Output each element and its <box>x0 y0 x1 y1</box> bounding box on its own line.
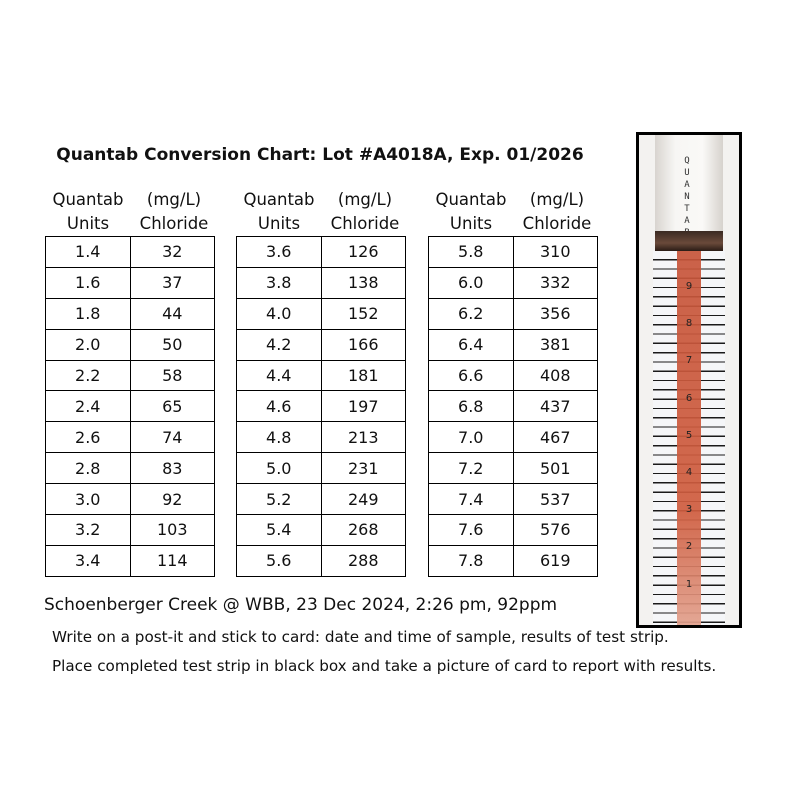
quantab-units-cell: 6.4 <box>429 329 514 360</box>
quantab-units-cell: 4.0 <box>237 298 322 329</box>
quantab-units-cell: 6.2 <box>429 298 514 329</box>
table-row <box>237 453 406 484</box>
chloride-cell: 332 <box>513 267 598 298</box>
conversion-table-1 <box>45 188 217 577</box>
table-row <box>46 453 215 484</box>
quantab-units-cell: 2.6 <box>46 422 131 453</box>
header-units-bottom: Units <box>66 214 110 233</box>
scale-label: 5 <box>685 429 693 441</box>
table-row <box>429 267 598 298</box>
chloride-cell: 268 <box>321 515 406 546</box>
quantab-units-cell: 1.4 <box>46 237 131 268</box>
quantab-units-cell: 3.8 <box>237 267 322 298</box>
chloride-cell: 197 <box>321 391 406 422</box>
strip-band <box>655 231 723 251</box>
quantab-units-cell: 5.2 <box>237 484 322 515</box>
table-header <box>428 188 600 236</box>
quantab-units-cell: 2.0 <box>46 329 131 360</box>
table-row <box>46 391 215 422</box>
table-row <box>237 545 406 576</box>
conversion-table-2 <box>236 188 408 577</box>
table-row <box>237 298 406 329</box>
header-chloride <box>131 188 217 236</box>
test-strip-photo <box>636 132 742 628</box>
chloride-cell: 288 <box>321 545 406 576</box>
table-row <box>237 329 406 360</box>
table-row <box>46 329 215 360</box>
header-chloride-bottom: Chloride <box>139 214 209 233</box>
quantab-units-cell: 6.8 <box>429 391 514 422</box>
chloride-cell: 576 <box>513 515 598 546</box>
chloride-cell: 166 <box>321 329 406 360</box>
quantab-units-cell: 4.4 <box>237 360 322 391</box>
chloride-cell: 437 <box>513 391 598 422</box>
table-row <box>46 267 215 298</box>
quantab-units-cell: 6.0 <box>429 267 514 298</box>
chloride-cell: 467 <box>513 422 598 453</box>
chloride-cell: 126 <box>321 237 406 268</box>
table-row <box>46 360 215 391</box>
sample-note: Schoenberger Creek @ WBB, 23 Dec 2024, 2:26 pm, 92ppm <box>44 595 558 615</box>
header-chloride-top: (mg/L) <box>146 190 202 209</box>
table-row <box>237 515 406 546</box>
table-row <box>429 360 598 391</box>
quantab-units-cell: 7.4 <box>429 484 514 515</box>
chloride-cell: 74 <box>130 422 215 453</box>
brand-letter: A <box>684 180 690 190</box>
chloride-cell: 65 <box>130 391 215 422</box>
table-row <box>429 422 598 453</box>
header-quantab-units <box>45 188 131 236</box>
quantab-units-cell: 2.2 <box>46 360 131 391</box>
quantab-units-cell: 5.8 <box>429 237 514 268</box>
scale-label: 2 <box>685 541 693 553</box>
table-row <box>237 484 406 515</box>
header-chloride <box>514 188 600 236</box>
quantab-units-cell: 3.2 <box>46 515 131 546</box>
chart-title: Quantab Conversion Chart: Lot #A4018A, Exp. 01/2026 <box>56 145 584 165</box>
table-row <box>429 453 598 484</box>
quantab-units-cell: 3.6 <box>237 237 322 268</box>
table-row <box>429 237 598 268</box>
conversion-table <box>236 236 406 577</box>
quantab-units-cell: 1.6 <box>46 267 131 298</box>
chloride-cell: 213 <box>321 422 406 453</box>
chloride-cell: 537 <box>513 484 598 515</box>
header-chloride <box>322 188 408 236</box>
header-units-top: Quantab <box>243 190 315 209</box>
table-row <box>237 391 406 422</box>
header-quantab-units <box>428 188 514 236</box>
chloride-cell: 114 <box>130 545 215 576</box>
instruction-line-2: Place completed test strip in black box and take a picture of card to report with results. <box>52 657 717 675</box>
table-row <box>237 237 406 268</box>
brand-letter: A <box>684 216 690 226</box>
conversion-table <box>45 236 215 577</box>
quantab-units-cell: 5.6 <box>237 545 322 576</box>
table-header <box>45 188 217 236</box>
table-row <box>237 360 406 391</box>
quantab-units-cell: 5.4 <box>237 515 322 546</box>
chloride-cell: 231 <box>321 453 406 484</box>
chloride-cell: 310 <box>513 237 598 268</box>
table-row <box>429 391 598 422</box>
header-chloride-top: (mg/L) <box>337 190 393 209</box>
chloride-cell: 32 <box>130 237 215 268</box>
chloride-cell: 92 <box>130 484 215 515</box>
brand-letter: T <box>684 204 690 214</box>
chloride-cell: 501 <box>513 453 598 484</box>
instruction-line-1: Write on a post-it and stick to card: date and time of sample, results of test strip. <box>52 628 669 646</box>
table-row <box>46 545 215 576</box>
header-chloride-bottom: Chloride <box>522 214 592 233</box>
table-row <box>237 267 406 298</box>
quantab-units-cell: 3.4 <box>46 545 131 576</box>
chloride-cell: 58 <box>130 360 215 391</box>
quantab-units-cell: 7.2 <box>429 453 514 484</box>
quantab-units-cell: 2.8 <box>46 453 131 484</box>
table-row <box>46 422 215 453</box>
table-row <box>429 515 598 546</box>
quantab-units-cell: 3.0 <box>46 484 131 515</box>
header-units-bottom: Units <box>449 214 493 233</box>
quantab-units-cell: 2.4 <box>46 391 131 422</box>
chloride-cell: 356 <box>513 298 598 329</box>
quantab-units-cell: 6.6 <box>429 360 514 391</box>
header-chloride-bottom: Chloride <box>330 214 400 233</box>
strip-brand-label <box>679 155 695 239</box>
scale-label: 3 <box>685 504 693 516</box>
header-units-top: Quantab <box>435 190 507 209</box>
table-row <box>237 422 406 453</box>
chloride-cell: 44 <box>130 298 215 329</box>
brand-letter: U <box>684 168 690 178</box>
chloride-cell: 152 <box>321 298 406 329</box>
table-row <box>46 298 215 329</box>
quantab-units-cell: 7.6 <box>429 515 514 546</box>
scale-label: 6 <box>685 392 693 404</box>
table-row <box>429 484 598 515</box>
scale-label: 1 <box>685 578 693 590</box>
brand-letter: N <box>684 192 690 202</box>
quantab-units-cell: 5.0 <box>237 453 322 484</box>
header-units-top: Quantab <box>52 190 124 209</box>
chloride-cell: 37 <box>130 267 215 298</box>
header-units-bottom: Units <box>257 214 301 233</box>
scale-label: 9 <box>685 281 693 292</box>
header-chloride-top: (mg/L) <box>529 190 585 209</box>
table-header <box>236 188 408 236</box>
table-row <box>46 484 215 515</box>
chloride-cell: 138 <box>321 267 406 298</box>
chloride-cell: 50 <box>130 329 215 360</box>
quantab-units-cell: 7.8 <box>429 545 514 576</box>
chloride-cell: 619 <box>513 545 598 576</box>
scale-label: 8 <box>685 318 693 330</box>
table-row <box>429 298 598 329</box>
table-row <box>429 545 598 576</box>
conversion-table-3 <box>428 188 600 577</box>
quantab-units-cell: 1.8 <box>46 298 131 329</box>
header-quantab-units <box>236 188 322 236</box>
conversion-table <box>428 236 598 577</box>
chloride-cell: 249 <box>321 484 406 515</box>
quantab-units-cell: 4.2 <box>237 329 322 360</box>
table-row <box>429 329 598 360</box>
chloride-cell: 181 <box>321 360 406 391</box>
quantab-units-cell: 7.0 <box>429 422 514 453</box>
scale-label: 4 <box>685 467 693 478</box>
chloride-cell: 83 <box>130 453 215 484</box>
brand-letter: Q <box>684 156 690 166</box>
quantab-units-cell: 4.8 <box>237 422 322 453</box>
table-row <box>46 515 215 546</box>
table-row <box>46 237 215 268</box>
chloride-cell: 103 <box>130 515 215 546</box>
chloride-cell: 408 <box>513 360 598 391</box>
scale-label: 7 <box>685 355 693 367</box>
quantab-units-cell: 4.6 <box>237 391 322 422</box>
chloride-cell: 381 <box>513 329 598 360</box>
